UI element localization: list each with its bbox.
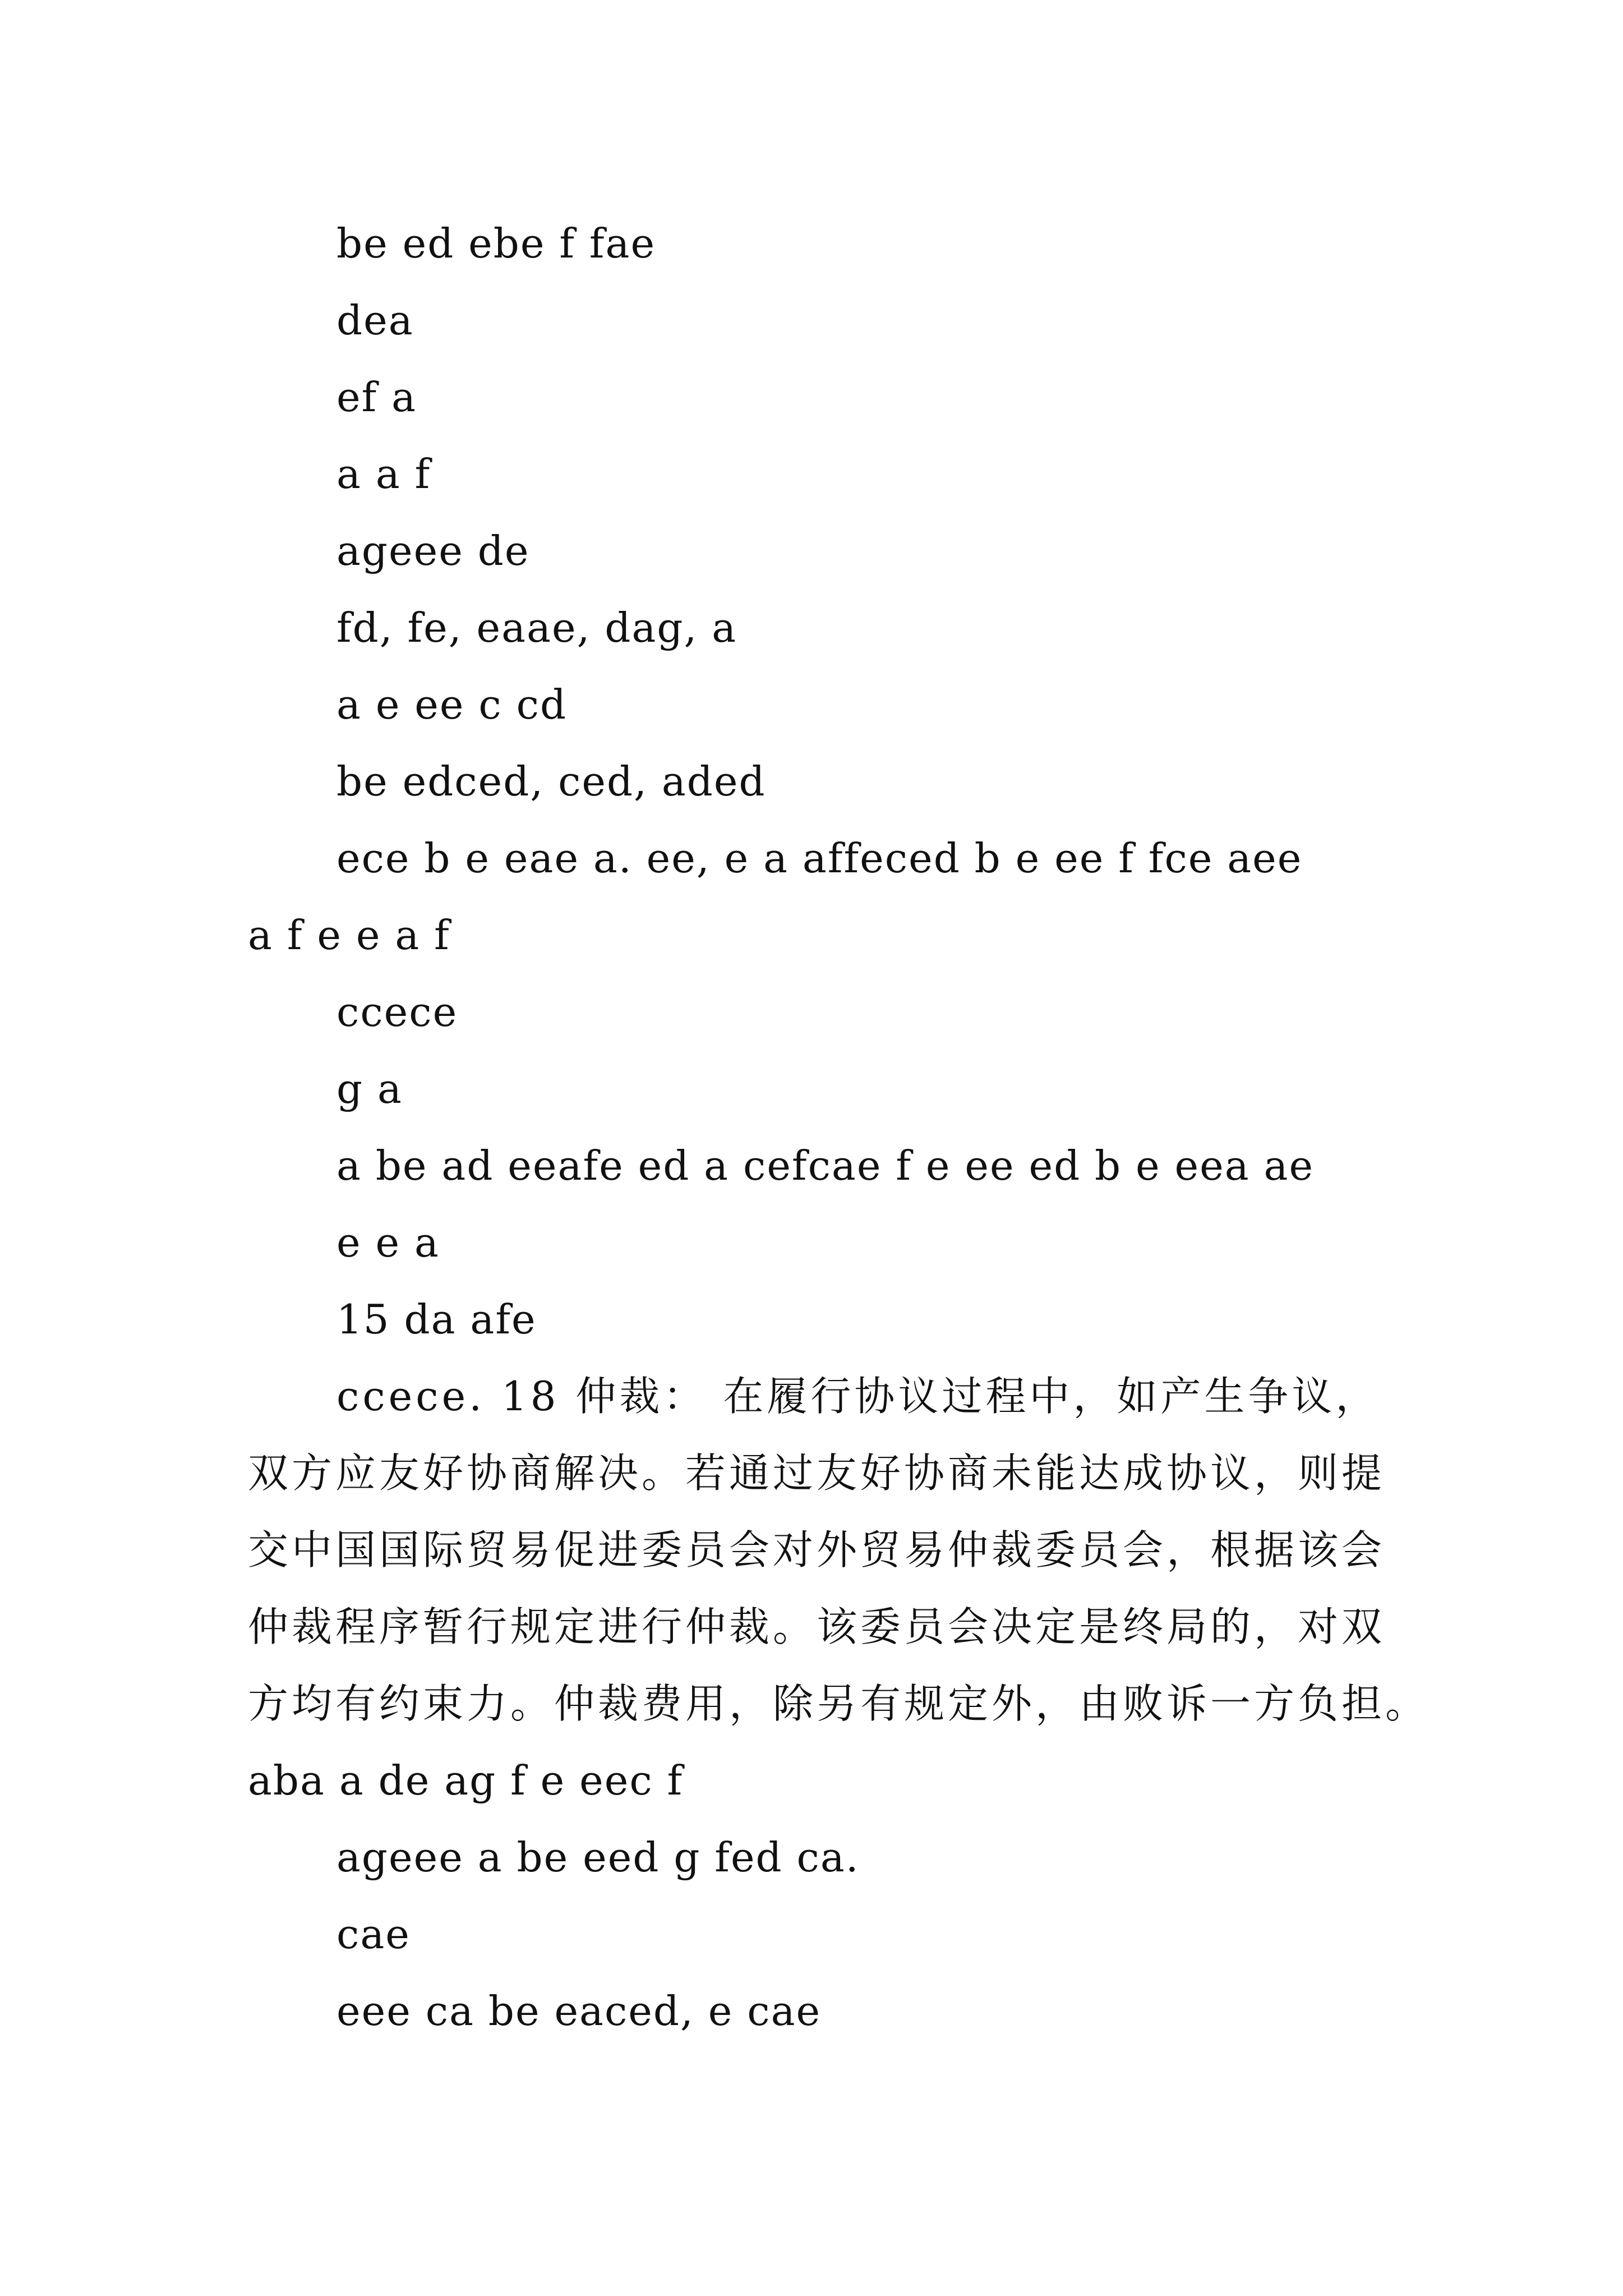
text-line: dea bbox=[336, 297, 414, 344]
text-line: eee ca be eaced, e cae bbox=[336, 1987, 822, 2035]
text-line: e e a bbox=[336, 1219, 440, 1266]
text-line: a f e e a f bbox=[248, 912, 450, 959]
text-line: 仲裁程序暂行规定进行仲裁。该委员会决定是终局的，对双 bbox=[248, 1603, 1386, 1650]
text-line: g a bbox=[336, 1065, 403, 1112]
text-line: 方均有约束力。仲裁费用，除另有规定外，由败诉一方负担。 bbox=[248, 1680, 1430, 1727]
text-line: ece b e eae a. ee, e a affeced b e ee f fce aee bbox=[336, 835, 1303, 882]
text-line: a be ad eeafe ed a cefcae f e ee ed b e eea ae bbox=[336, 1142, 1315, 1189]
text-line: ccece. 18 仲裁： 在履行协议过程中，如产生争议， bbox=[336, 1373, 1380, 1420]
text-line: ccece bbox=[336, 988, 458, 1036]
text-line: ageee a be eed g fed ca. bbox=[336, 1834, 860, 1881]
text-line: fd, fe, eaae, dag, a bbox=[336, 604, 737, 651]
text-line: ef a bbox=[336, 374, 417, 421]
text-line: aba a de ag f e eec f bbox=[248, 1757, 684, 1804]
text-line: a a f bbox=[336, 450, 431, 498]
text-line: 双方应友好协商解决。若通过友好协商未能达成协议，则提 bbox=[248, 1450, 1386, 1497]
text-line: be ed ebe f fae bbox=[336, 220, 656, 267]
text-line: a e ee c cd bbox=[336, 681, 568, 728]
text-line: 15 da afe bbox=[336, 1296, 537, 1343]
text-line: 交中国国际贸易促进委员会对外贸易仲裁委员会，根据该会 bbox=[248, 1526, 1386, 1573]
text-line: ageee de bbox=[336, 527, 530, 574]
text-line: cae bbox=[336, 1911, 411, 1958]
text-line: be edced, ced, aded bbox=[336, 758, 766, 805]
